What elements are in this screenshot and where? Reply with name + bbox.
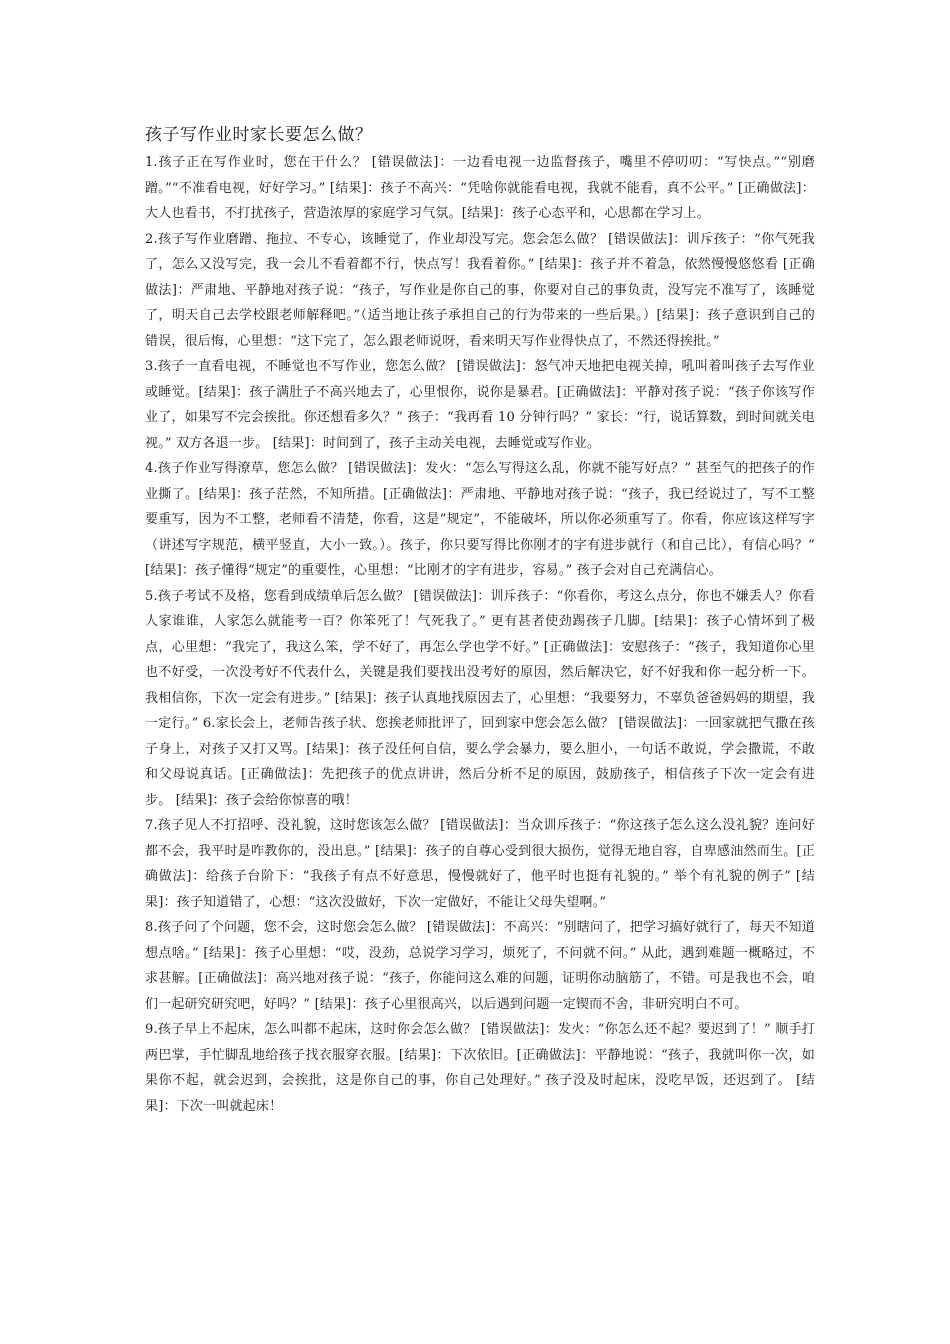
- paragraph-7: 7.孩子见人不打招呼、没礼貌，这时您该怎么做？ [错误做法]：当众训斥孩子：“你这孩子怎么这么没礼貌？连问好都不会，我平时是咋教你的，没出息。” [结果]：孩子的自尊心受到很大损伤，觉得无地自容，自卑感油然而生。[正确做法]：给孩子台阶下：“我孩子有点不好意思，慢慢就好了，他平时也挺有礼貌的。” 举个有礼貌的例子” [结果]：孩子知道错了，心想：“这次没做好，下次一定做好，不能让父母失望啊。”: [145, 818, 815, 910]
- document-body: [145, 122, 815, 1119]
- paragraph-9: 9.孩子早上不起床，怎么叫都不起床，这时你会怎么做？ [错误做法]：发火：“你怎么还不起？要迟到了！” 顺手打两巴掌，手忙脚乱地给孩子找衣服穿衣服。[结果]：下次依旧。[正确做法]：平静地说：“孩子，我就叫你一次，如果你不起，就会迟到，会挨批，这是你自己的事，你自己处理好。” 孩子没及时起床，没吃早饭，还迟到了。 [结果]：下次一叫就起床！: [145, 1022, 815, 1114]
- paragraph-2: 2.孩子写作业磨蹭、拖拉、不专心，该睡觉了，作业却没写完。您会怎么做？ [错误做法]：训斥孩子：“你气死我了，怎么又没写完，我一会儿不看着都不行，快点写！我看着你。” [结果]：孩子并不着急，依然慢慢悠悠看 [正确做法]：严肃地、平静地对孩子说：“孩子，写作业是你自己的事，你要对自己的事负责，没写完不准写了，该睡觉了，明天自己去学校跟老师解释吧。”（适当地让孩子承担自己的行为带来的一些后果。）[结果]：孩子意识到自己的错误，很后悔，心里想：“这下完了，怎么跟老师说呀，看来明天写作业得快点了，不然还得挨批。”: [145, 231, 815, 349]
- paragraph-5: 5.孩子考试不及格，您看到成绩单后怎么做？ [错误做法]：训斥孩子：“你看你，考这么点分，你也不嫌丢人？你看人家谁谁，人家怎么就能考一百？你笨死了！气死我了。” 更有甚者使劲踢孩子几脚。[结果]：孩子心情坏到了极点，心里想：“我完了，我这么笨，学不好了，再怎么学也学不好。” [正确做法]：安慰孩子：“孩子，我知道你心里也不好受，一次没考好不代表什么，关键是我们要找出没考好的原因，然后解决它，好不好我和你一起分析一下。我相信你，下次一定会有进步。” [结果]：孩子认真地找原因去了，心里想：“我要努力，不辜负爸爸妈妈的期望，我一定行。” 6.家长会上，老师告孩子状、您挨老师批评了，回到家中您会怎么做？ [错误做法]：一回家就把气撒在孩子身上，对孩子又打又骂。[结果]：孩子没任何自信，要么学会暴力，要么胆小，一句话不敢说，学会撒谎，不敢和父母说真话。[正确做法]：先把孩子的优点讲讲，然后分析不足的原因，鼓励孩子，相信孩子下次一定会有进步。 [结果]：孩子会给你惊喜的哦！: [145, 588, 815, 808]
- paragraph-8: 8.孩子问了个问题，您不会，这时您会怎么做？ [错误做法]：不高兴：“别瞎问了，把学习搞好就行了，每天不知道想点啥。” [结果]：孩子心里想：“哎，没劲，总说学习学习，烦死了，不问就不问。” 从此，遇到难题一概略过，不求甚解。[正确做法]：高兴地对孩子说：“孩子，你能问这么难的问题，证明你动脑筋了，不错。可是我也不会，咱们一起研究研究吧，好吗？” [结果]：孩子心里很高兴，以后遇到问题一定锲而不舍，非研究明白不可。: [145, 920, 815, 1012]
- paragraph-3: 3.孩子一直看电视，不睡觉也不写作业，您怎么做？ [错误做法]：怒气冲天地把电视关掉，吼叫着叫孩子去写作业或睡觉。[结果]：孩子满肚子不高兴地去了，心里恨你，说你是暴君。[正确做法]：平静对孩子说：“孩子你该写作业了，如果写不完会挨批。你还想看多久？” 孩子：“我再看 10 分钟行吗？” 家长：“行，说话算数，到时间就关电视。” 双方各退一步。 [结果]：时间到了，孩子主动关电视，去睡觉或写作业。: [145, 359, 815, 451]
- paragraph-1: 1.孩子正在写作业时，您在干什么？ [错误做法]：一边看电视一边监督孩子，嘴里不停叨叨：“写快点。”“别磨蹭。”“不准看电视，好好学习。” [结果]：孩子不高兴：“凭啥你就能看电视，我就不能看，真不公平。” [正确做法]：大人也看书，不打扰孩子，营造浓厚的家庭学习气氛。[结果]：孩子心态平和，心思都在学习上。: [145, 155, 815, 221]
- paragraph-4: 4.孩子作业写得潦草，您怎么做？ [错误做法]：发火：“怎么写得这么乱，你就不能写好点？” 甚至气的把孩子的作业撕了。[结果]：孩子茫然，不知所措。[正确做法]：严肃地、平静地对孩子说：“孩子，我已经说过了，写不工整要重写，因为不工整，老师看不清楚，你看，这是“规定”，不能破坏，所以你必须重写了。你看，你应该这样写字（讲述写字规范，横平竖直，大小一致。）。孩子，你只要写得比你刚才的字有进步就行（和自己比），有信心吗？” [结果]：孩子懂得“规定”的重要性，心里想：“比刚才的字有进步，容易。” 孩子会对自己充满信心。: [145, 461, 815, 578]
- document-title: 孩子写作业时家长要怎么做？: [145, 125, 373, 145]
